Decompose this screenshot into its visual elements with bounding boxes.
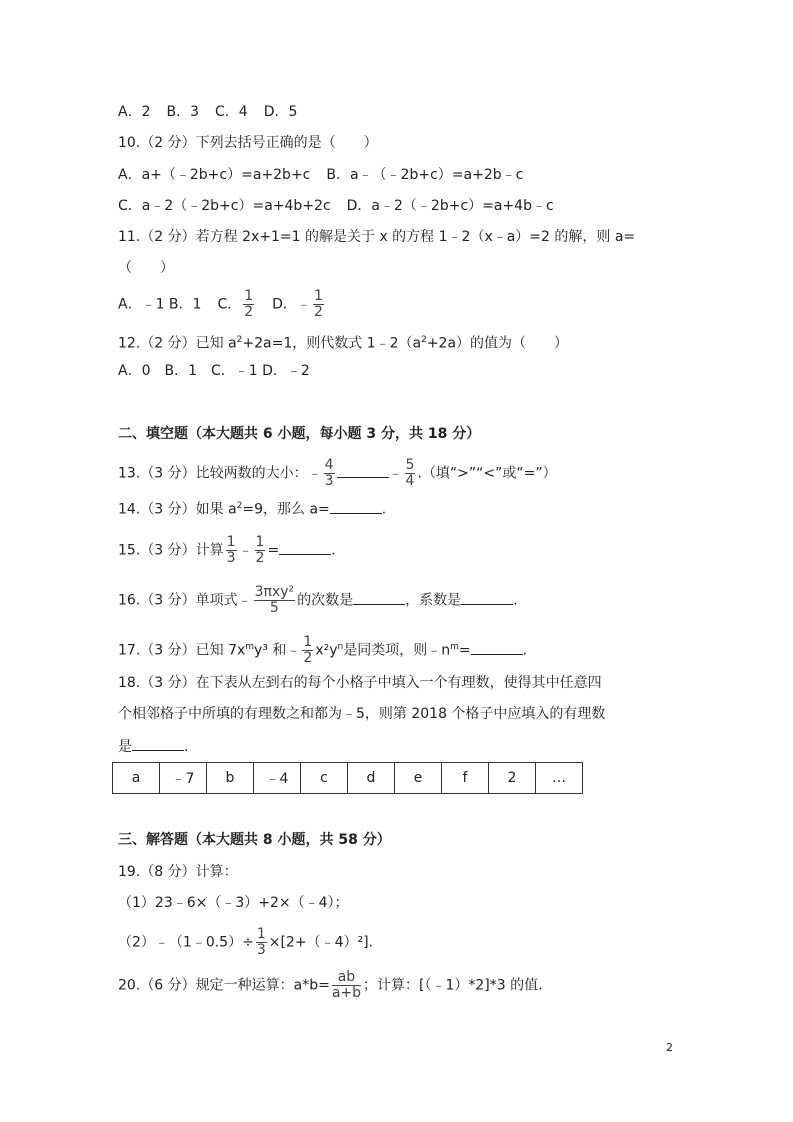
text: x²y [315, 642, 338, 659]
fraction [256, 927, 267, 958]
numerator: 1 [255, 534, 265, 550]
q19-part1: （1）23﹣6×（﹣3）+2×（﹣4）； [118, 895, 349, 911]
text: = [458, 642, 471, 659]
q11-paren: （ ） [118, 260, 174, 276]
q18-line1: 18.（3 分）在下表从左到右的每个小格子中填入一个有理数，使得其中任意四 [118, 675, 602, 691]
text: （2）﹣（1﹣0.5）÷ [118, 934, 254, 951]
text: ；计算：[（﹣1）*2]*3 的值. [363, 977, 543, 994]
denominator: 4 [405, 473, 415, 489]
option: A．2 [118, 104, 151, 120]
grid-cell: 2 [489, 763, 536, 794]
option: B．a﹣（﹣2b+c）=a+2b﹣c [326, 167, 524, 183]
text: 的次数是 [297, 592, 354, 609]
option: C． [217, 296, 242, 313]
text: 16.（3 分）单项式﹣ [118, 592, 252, 609]
q12-options: A．0 B．1 C．﹣1 D．﹣2 [118, 363, 310, 379]
denominator: 3 [226, 550, 236, 566]
numerator: 1 [313, 288, 323, 304]
text: +2a=1，则代数式 1﹣2（a [242, 335, 422, 352]
grid-cell: … [536, 763, 583, 794]
fraction [226, 535, 237, 566]
exponent: m [450, 641, 459, 652]
fraction [302, 635, 313, 666]
grid-cell: a [113, 763, 160, 794]
q18-grid [112, 762, 583, 794]
option: D．﹣ [272, 296, 311, 313]
numerator: 3πxy² [254, 584, 295, 600]
denominator: 2 [313, 304, 323, 320]
denominator: 3 [324, 473, 334, 489]
q11-options [118, 289, 326, 320]
answer-blank[interactable] [279, 540, 331, 555]
text: +2a）的值为（ ） [426, 335, 569, 352]
numerator: 1 [256, 926, 266, 942]
numerator: 1 [226, 534, 236, 550]
text: 20.（6 分）规定一种运算：a*b= [118, 977, 330, 994]
denominator: 2 [255, 550, 265, 566]
q10-stem: 10.（2 分）下列去括号正确的是（ ） [118, 135, 378, 151]
fraction [255, 535, 266, 566]
text: 是同类项，则﹣n [343, 642, 451, 659]
option: A．﹣1 B．1 [118, 296, 202, 313]
option: B．3 [166, 104, 199, 120]
exponent: n [337, 641, 344, 652]
text: . [184, 739, 189, 755]
grid-cell: d [348, 763, 395, 794]
q10-options-cd [118, 196, 554, 216]
grid-cell: e [395, 763, 442, 794]
text: ﹣ [388, 465, 403, 482]
numerator: 1 [303, 634, 313, 650]
option: D．a﹣2（﹣2b+c）=a+4b﹣c [346, 198, 554, 214]
option: C．a﹣2（﹣2b+c）=a+4b+2c [118, 198, 331, 214]
text: 15.（3 分）计算 [118, 542, 224, 559]
grid-cell: f [442, 763, 489, 794]
text: 17.（3 分）已知 7x [118, 642, 246, 659]
text: ﹣ [238, 542, 253, 559]
q14 [118, 496, 386, 520]
answer-blank[interactable] [353, 590, 405, 605]
denominator: 2 [303, 650, 313, 666]
text: .（填“>”“<”或“=”） [417, 465, 557, 482]
option: D．5 [263, 104, 298, 120]
grid-cell: c [301, 763, 348, 794]
q20 [118, 970, 543, 1001]
q13 [118, 458, 557, 489]
exponent: 2 [236, 501, 243, 511]
text: . [513, 592, 518, 609]
section-2-heading: 二、填空题（本大题共 6 小题，每小题 3 分，共 18 分） [118, 426, 481, 442]
text: =9，那么 a= [242, 501, 330, 518]
numerator: 1 [244, 288, 254, 304]
fraction [405, 458, 416, 489]
fraction [254, 585, 296, 616]
answer-blank[interactable] [337, 463, 389, 478]
denominator: 2 [244, 304, 254, 320]
fraction [243, 289, 254, 320]
text: . [331, 542, 336, 559]
grid-cell: ﹣4 [254, 763, 301, 794]
text: 13.（3 分）比较两数的大小：﹣ [118, 465, 322, 482]
numerator: 5 [405, 457, 415, 473]
exponent: 2 [421, 335, 427, 345]
q10-options-ab [118, 165, 523, 185]
option: A．a+（﹣2b+c）=a+2b+c [118, 167, 311, 183]
text: 12.（2 分）已知 a [118, 335, 237, 352]
answer-blank[interactable] [461, 590, 513, 605]
q16 [118, 585, 518, 616]
answer-blank[interactable] [330, 499, 382, 514]
q18-line3 [118, 736, 188, 757]
denominator: 3 [256, 942, 266, 958]
text: 是 [118, 739, 132, 755]
q19-part2 [118, 927, 373, 958]
numerator: 4 [324, 457, 334, 473]
text: ×[2+（﹣4）²]. [268, 934, 373, 951]
text: . [381, 501, 387, 518]
answer-blank[interactable] [471, 640, 523, 655]
q12-stem [118, 330, 568, 354]
fraction [313, 289, 324, 320]
fraction [324, 458, 335, 489]
answer-blank[interactable] [132, 736, 184, 751]
grid-cell: ﹣7 [160, 763, 207, 794]
text: y³ 和﹣ [254, 642, 301, 659]
grid-cell: b [207, 763, 254, 794]
exponent: m [245, 641, 255, 652]
numerator: ab [332, 970, 361, 986]
q11-stem: 11.（2 分）若方程 2x+1=1 的解是关于 x 的方程 1﹣2（x﹣a）=2 的解，则 a= [118, 229, 636, 245]
denominator: a+b [331, 985, 362, 1001]
q9-options [118, 102, 297, 122]
section-3-heading: 三、解答题（本大题共 8 小题，共 58 分） [118, 832, 391, 848]
text: = [267, 542, 280, 559]
text: ，系数是 [405, 592, 462, 609]
q15 [118, 535, 336, 566]
text: 14.（3 分）如果 a [118, 501, 237, 518]
q18-line2: 个相邻格子中所填的有理数之和都为﹣5，则第 2018 个格子中应填入的有理数 [118, 706, 606, 722]
denominator: 5 [269, 600, 279, 616]
q19-stem: 19.（8 分）计算： [118, 864, 238, 880]
fraction [332, 970, 361, 1001]
option: C．4 [215, 104, 248, 120]
exponent: 2 [236, 335, 243, 345]
page-number: 2 [666, 1041, 673, 1054]
q17 [118, 635, 527, 666]
text: . [522, 642, 528, 659]
